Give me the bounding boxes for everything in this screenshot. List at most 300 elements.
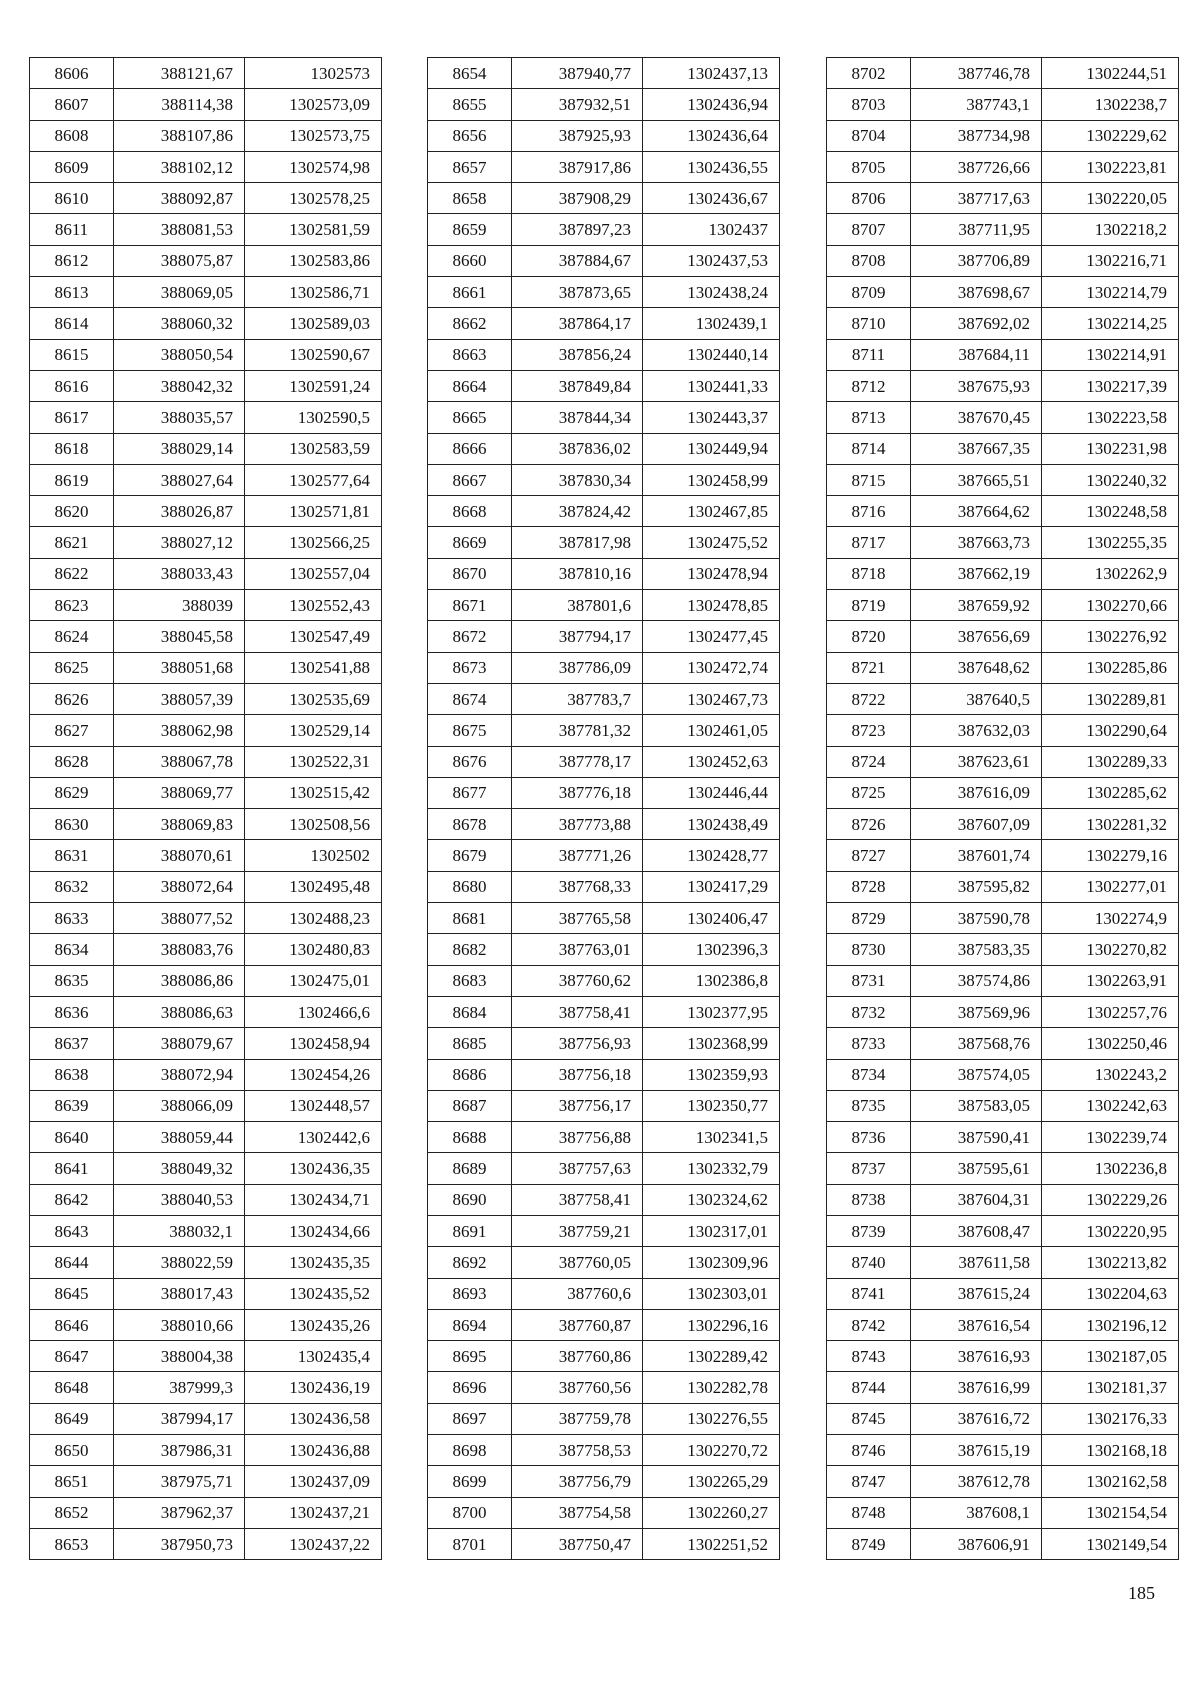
table-row (30, 1247, 382, 1278)
x-coordinate-cell: 387873,65 (512, 277, 643, 308)
table-row (827, 1528, 1179, 1559)
point-number-cell: 8706 (827, 183, 911, 214)
y-coordinate-cell: 1302290,64 (1042, 715, 1179, 746)
point-number-cell: 8618 (30, 433, 114, 464)
y-coordinate-cell: 1302552,43 (245, 590, 382, 621)
point-number-cell: 8607 (30, 89, 114, 120)
y-coordinate-cell: 1302231,98 (1042, 433, 1179, 464)
table-row (827, 1497, 1179, 1528)
x-coordinate-cell: 387590,78 (911, 903, 1042, 934)
y-coordinate-cell: 1302251,52 (643, 1528, 780, 1559)
y-coordinate-cell: 1302541,88 (245, 652, 382, 683)
y-coordinate-cell: 1302263,91 (1042, 965, 1179, 996)
point-number-cell: 8647 (30, 1341, 114, 1372)
y-coordinate-cell: 1302461,05 (643, 715, 780, 746)
y-coordinate-cell: 1302229,62 (1042, 120, 1179, 151)
table-row (827, 965, 1179, 996)
table-row (30, 370, 382, 401)
y-coordinate-cell: 1302270,72 (643, 1435, 780, 1466)
x-coordinate-cell: 387595,82 (911, 871, 1042, 902)
y-coordinate-cell: 1302236,8 (1042, 1153, 1179, 1184)
point-number-cell: 8729 (827, 903, 911, 934)
y-coordinate-cell: 1302289,81 (1042, 683, 1179, 714)
table-row (827, 527, 1179, 558)
table-row (428, 151, 780, 182)
table-body (30, 58, 382, 1560)
x-coordinate-cell: 387615,19 (911, 1435, 1042, 1466)
x-coordinate-cell: 387830,34 (512, 464, 643, 495)
point-number-cell: 8670 (428, 558, 512, 589)
x-coordinate-cell: 388042,32 (114, 370, 245, 401)
table-row (428, 590, 780, 621)
point-number-cell: 8719 (827, 590, 911, 621)
point-number-cell: 8653 (30, 1528, 114, 1559)
x-coordinate-cell: 387760,6 (512, 1278, 643, 1309)
x-coordinate-cell: 387756,79 (512, 1466, 643, 1497)
x-coordinate-cell: 387662,19 (911, 558, 1042, 589)
point-number-cell: 8633 (30, 903, 114, 934)
table-row (428, 89, 780, 120)
y-coordinate-cell: 1302443,37 (643, 402, 780, 433)
y-coordinate-cell: 1302309,96 (643, 1247, 780, 1278)
x-coordinate-cell: 388035,57 (114, 402, 245, 433)
x-coordinate-cell: 387616,93 (911, 1341, 1042, 1372)
y-coordinate-cell: 1302472,74 (643, 652, 780, 683)
x-coordinate-cell: 387659,92 (911, 590, 1042, 621)
table-row (428, 652, 780, 683)
x-coordinate-cell: 387760,05 (512, 1247, 643, 1278)
x-coordinate-cell: 387760,62 (512, 965, 643, 996)
x-coordinate-cell: 387583,05 (911, 1090, 1042, 1121)
point-number-cell: 8681 (428, 903, 512, 934)
table-row (30, 621, 382, 652)
x-coordinate-cell: 388107,86 (114, 120, 245, 151)
y-coordinate-cell: 1302238,7 (1042, 89, 1179, 120)
table-row (827, 1059, 1179, 1090)
point-number-cell: 8629 (30, 777, 114, 808)
table-row (428, 339, 780, 370)
point-number-cell: 8739 (827, 1215, 911, 1246)
y-coordinate-cell: 1302257,76 (1042, 996, 1179, 1027)
x-coordinate-cell: 388059,44 (114, 1122, 245, 1153)
point-number-cell: 8665 (428, 402, 512, 433)
x-coordinate-cell: 387844,34 (512, 402, 643, 433)
x-coordinate-cell: 387569,96 (911, 996, 1042, 1027)
x-coordinate-cell: 387763,01 (512, 934, 643, 965)
y-coordinate-cell: 1302502 (245, 840, 382, 871)
point-number-cell: 8741 (827, 1278, 911, 1309)
y-coordinate-cell: 1302578,25 (245, 183, 382, 214)
y-coordinate-cell: 1302324,62 (643, 1184, 780, 1215)
y-coordinate-cell: 1302437,09 (245, 1466, 382, 1497)
x-coordinate-cell: 388070,61 (114, 840, 245, 871)
x-coordinate-cell: 387583,35 (911, 934, 1042, 965)
y-coordinate-cell: 1302577,64 (245, 464, 382, 495)
y-coordinate-cell: 1302437 (643, 214, 780, 245)
x-coordinate-cell: 387601,74 (911, 840, 1042, 871)
y-coordinate-cell: 1302250,46 (1042, 1028, 1179, 1059)
x-coordinate-cell: 388062,98 (114, 715, 245, 746)
y-coordinate-cell: 1302168,18 (1042, 1435, 1179, 1466)
x-coordinate-cell: 387667,35 (911, 433, 1042, 464)
table-row (827, 1184, 1179, 1215)
y-coordinate-cell: 1302467,73 (643, 683, 780, 714)
point-number-cell: 8725 (827, 777, 911, 808)
table-row (30, 1403, 382, 1434)
table-row (30, 1372, 382, 1403)
table-row (428, 1372, 780, 1403)
y-coordinate-cell: 1302274,9 (1042, 903, 1179, 934)
y-coordinate-cell: 1302475,01 (245, 965, 382, 996)
point-number-cell: 8637 (30, 1028, 114, 1059)
y-coordinate-cell: 1302277,01 (1042, 871, 1179, 902)
y-coordinate-cell: 1302296,16 (643, 1309, 780, 1340)
x-coordinate-cell: 387783,7 (512, 683, 643, 714)
point-number-cell: 8651 (30, 1466, 114, 1497)
y-coordinate-cell: 1302303,01 (643, 1278, 780, 1309)
point-number-cell: 8656 (428, 120, 512, 151)
point-number-cell: 8667 (428, 464, 512, 495)
table-row (827, 1403, 1179, 1434)
table-row (428, 1341, 780, 1372)
table-row (827, 308, 1179, 339)
table-row (30, 1309, 382, 1340)
point-number-cell: 8689 (428, 1153, 512, 1184)
y-coordinate-cell: 1302436,19 (245, 1372, 382, 1403)
y-coordinate-cell: 1302436,58 (245, 1403, 382, 1434)
table-row (428, 715, 780, 746)
x-coordinate-cell: 388092,87 (114, 183, 245, 214)
x-coordinate-cell: 387786,09 (512, 652, 643, 683)
x-coordinate-cell: 387611,58 (911, 1247, 1042, 1278)
y-coordinate-cell: 1302279,16 (1042, 840, 1179, 871)
table-row (827, 715, 1179, 746)
table-row (30, 683, 382, 714)
x-coordinate-cell: 387756,93 (512, 1028, 643, 1059)
table-row (30, 339, 382, 370)
table-row (30, 996, 382, 1027)
y-coordinate-cell: 1302573,75 (245, 120, 382, 151)
table-row (827, 1372, 1179, 1403)
y-coordinate-cell: 1302437,53 (643, 245, 780, 276)
x-coordinate-cell: 387656,69 (911, 621, 1042, 652)
point-number-cell: 8747 (827, 1466, 911, 1497)
table-row (827, 1466, 1179, 1497)
point-number-cell: 8700 (428, 1497, 512, 1528)
table-row (30, 715, 382, 746)
table-row (428, 809, 780, 840)
x-coordinate-cell: 387932,51 (512, 89, 643, 120)
point-number-cell: 8743 (827, 1341, 911, 1372)
table-row (428, 1466, 780, 1497)
y-coordinate-cell: 1302495,48 (245, 871, 382, 902)
x-coordinate-cell: 387754,58 (512, 1497, 643, 1528)
x-coordinate-cell: 388072,64 (114, 871, 245, 902)
y-coordinate-cell: 1302436,88 (245, 1435, 382, 1466)
x-coordinate-cell: 387757,63 (512, 1153, 643, 1184)
point-number-cell: 8679 (428, 840, 512, 871)
point-number-cell: 8738 (827, 1184, 911, 1215)
x-coordinate-cell: 387975,71 (114, 1466, 245, 1497)
y-coordinate-cell: 1302282,78 (643, 1372, 780, 1403)
point-number-cell: 8722 (827, 683, 911, 714)
y-coordinate-cell: 1302214,91 (1042, 339, 1179, 370)
table-row (30, 777, 382, 808)
table-row (428, 464, 780, 495)
table-row (30, 527, 382, 558)
x-coordinate-cell: 387768,33 (512, 871, 643, 902)
table-row (428, 1309, 780, 1340)
x-coordinate-cell: 387607,09 (911, 809, 1042, 840)
x-coordinate-cell: 388086,86 (114, 965, 245, 996)
point-number-cell: 8622 (30, 558, 114, 589)
x-coordinate-cell: 388017,43 (114, 1278, 245, 1309)
coordinate-table-1 (29, 57, 382, 1560)
y-coordinate-cell: 1302216,71 (1042, 245, 1179, 276)
y-coordinate-cell: 1302446,44 (643, 777, 780, 808)
y-coordinate-cell: 1302220,05 (1042, 183, 1179, 214)
y-coordinate-cell: 1302341,5 (643, 1122, 780, 1153)
x-coordinate-cell: 387836,02 (512, 433, 643, 464)
table-row (827, 277, 1179, 308)
table-row (827, 652, 1179, 683)
x-coordinate-cell: 387604,31 (911, 1184, 1042, 1215)
y-coordinate-cell: 1302566,25 (245, 527, 382, 558)
x-coordinate-cell: 387726,66 (911, 151, 1042, 182)
y-coordinate-cell: 1302239,74 (1042, 1122, 1179, 1153)
x-coordinate-cell: 387632,03 (911, 715, 1042, 746)
x-coordinate-cell: 388010,66 (114, 1309, 245, 1340)
point-number-cell: 8740 (827, 1247, 911, 1278)
table-row (827, 1341, 1179, 1372)
x-coordinate-cell: 388004,38 (114, 1341, 245, 1372)
y-coordinate-cell: 1302466,6 (245, 996, 382, 1027)
y-coordinate-cell: 1302417,29 (643, 871, 780, 902)
y-coordinate-cell: 1302583,86 (245, 245, 382, 276)
point-number-cell: 8749 (827, 1528, 911, 1559)
table-row (428, 1247, 780, 1278)
x-coordinate-cell: 387897,23 (512, 214, 643, 245)
table-row (428, 245, 780, 276)
table-row (428, 1278, 780, 1309)
table-row (30, 840, 382, 871)
point-number-cell: 8632 (30, 871, 114, 902)
x-coordinate-cell: 388069,05 (114, 277, 245, 308)
x-coordinate-cell: 387756,17 (512, 1090, 643, 1121)
y-coordinate-cell: 1302535,69 (245, 683, 382, 714)
table-row (30, 464, 382, 495)
point-number-cell: 8663 (428, 339, 512, 370)
table-row (30, 402, 382, 433)
y-coordinate-cell: 1302573,09 (245, 89, 382, 120)
point-number-cell: 8716 (827, 496, 911, 527)
y-coordinate-cell: 1302590,5 (245, 402, 382, 433)
point-number-cell: 8657 (428, 151, 512, 182)
x-coordinate-cell: 387684,11 (911, 339, 1042, 370)
point-number-cell: 8658 (428, 183, 512, 214)
table-row (30, 214, 382, 245)
x-coordinate-cell: 388022,59 (114, 1247, 245, 1278)
table-row (827, 1435, 1179, 1466)
point-number-cell: 8640 (30, 1122, 114, 1153)
y-coordinate-cell: 1302435,4 (245, 1341, 382, 1372)
y-coordinate-cell: 1302218,2 (1042, 214, 1179, 245)
x-coordinate-cell: 387746,78 (911, 58, 1042, 89)
y-coordinate-cell: 1302262,9 (1042, 558, 1179, 589)
table-row (30, 1090, 382, 1121)
point-number-cell: 8705 (827, 151, 911, 182)
point-number-cell: 8730 (827, 934, 911, 965)
y-coordinate-cell: 1302289,33 (1042, 746, 1179, 777)
point-number-cell: 8721 (827, 652, 911, 683)
x-coordinate-cell: 387781,32 (512, 715, 643, 746)
point-number-cell: 8635 (30, 965, 114, 996)
y-coordinate-cell: 1302204,63 (1042, 1278, 1179, 1309)
x-coordinate-cell: 388026,87 (114, 496, 245, 527)
x-coordinate-cell: 387801,6 (512, 590, 643, 621)
table-row (428, 1528, 780, 1559)
point-number-cell: 8609 (30, 151, 114, 182)
point-number-cell: 8746 (827, 1435, 911, 1466)
x-coordinate-cell: 387698,67 (911, 277, 1042, 308)
x-coordinate-cell: 387590,41 (911, 1122, 1042, 1153)
table-row (428, 1184, 780, 1215)
table-row (428, 558, 780, 589)
x-coordinate-cell: 388102,12 (114, 151, 245, 182)
point-number-cell: 8697 (428, 1403, 512, 1434)
table-row (428, 1090, 780, 1121)
point-number-cell: 8612 (30, 245, 114, 276)
point-number-cell: 8682 (428, 934, 512, 965)
table-row (428, 433, 780, 464)
y-coordinate-cell: 1302214,25 (1042, 308, 1179, 339)
table-row (30, 1435, 382, 1466)
y-coordinate-cell: 1302475,52 (643, 527, 780, 558)
table-row (30, 558, 382, 589)
y-coordinate-cell: 1302270,82 (1042, 934, 1179, 965)
point-number-cell: 8710 (827, 308, 911, 339)
table-row (827, 1028, 1179, 1059)
y-coordinate-cell: 1302317,01 (643, 1215, 780, 1246)
point-number-cell: 8736 (827, 1122, 911, 1153)
point-number-cell: 8724 (827, 746, 911, 777)
point-number-cell: 8624 (30, 621, 114, 652)
x-coordinate-cell: 387616,72 (911, 1403, 1042, 1434)
y-coordinate-cell: 1302149,54 (1042, 1528, 1179, 1559)
point-number-cell: 8625 (30, 652, 114, 683)
y-coordinate-cell: 1302467,85 (643, 496, 780, 527)
table-row (827, 1153, 1179, 1184)
x-coordinate-cell: 387759,21 (512, 1215, 643, 1246)
y-coordinate-cell: 1302435,35 (245, 1247, 382, 1278)
x-coordinate-cell: 387612,78 (911, 1466, 1042, 1497)
page-number: 185 (1128, 1583, 1155, 1603)
x-coordinate-cell: 387734,98 (911, 120, 1042, 151)
table-row (428, 308, 780, 339)
table-row (428, 996, 780, 1027)
y-coordinate-cell: 1302522,31 (245, 746, 382, 777)
table-row (827, 683, 1179, 714)
x-coordinate-cell: 388045,58 (114, 621, 245, 652)
point-number-cell: 8639 (30, 1090, 114, 1121)
table-row (30, 590, 382, 621)
table-row (827, 590, 1179, 621)
x-coordinate-cell: 387773,88 (512, 809, 643, 840)
table-row (827, 245, 1179, 276)
table-row (30, 1497, 382, 1528)
x-coordinate-cell: 387648,62 (911, 652, 1042, 683)
table-row (428, 214, 780, 245)
point-number-cell: 8616 (30, 370, 114, 401)
x-coordinate-cell: 387771,26 (512, 840, 643, 871)
table-row (30, 934, 382, 965)
y-coordinate-cell: 1302242,63 (1042, 1090, 1179, 1121)
point-number-cell: 8672 (428, 621, 512, 652)
y-coordinate-cell: 1302281,32 (1042, 809, 1179, 840)
point-number-cell: 8660 (428, 245, 512, 276)
point-number-cell: 8648 (30, 1372, 114, 1403)
table-row (428, 683, 780, 714)
point-number-cell: 8720 (827, 621, 911, 652)
table-row (827, 496, 1179, 527)
table-row (428, 496, 780, 527)
table-row (827, 996, 1179, 1027)
table-row (30, 1215, 382, 1246)
point-number-cell: 8677 (428, 777, 512, 808)
x-coordinate-cell: 388114,38 (114, 89, 245, 120)
table-row (30, 1278, 382, 1309)
table-row (827, 1247, 1179, 1278)
point-number-cell: 8608 (30, 120, 114, 151)
table-row (827, 120, 1179, 151)
y-coordinate-cell: 1302229,26 (1042, 1184, 1179, 1215)
point-number-cell: 8726 (827, 809, 911, 840)
y-coordinate-cell: 1302154,54 (1042, 1497, 1179, 1528)
point-number-cell: 8613 (30, 277, 114, 308)
table-row (428, 120, 780, 151)
x-coordinate-cell: 387670,45 (911, 402, 1042, 433)
y-coordinate-cell: 1302435,26 (245, 1309, 382, 1340)
table-row (30, 809, 382, 840)
point-number-cell: 8731 (827, 965, 911, 996)
table-row (827, 809, 1179, 840)
x-coordinate-cell: 387616,54 (911, 1309, 1042, 1340)
point-number-cell: 8617 (30, 402, 114, 433)
x-coordinate-cell: 387760,86 (512, 1341, 643, 1372)
x-coordinate-cell: 387758,41 (512, 996, 643, 1027)
x-coordinate-cell: 387640,5 (911, 683, 1042, 714)
table-row (30, 496, 382, 527)
table-row (827, 1309, 1179, 1340)
table-row (30, 746, 382, 777)
point-number-cell: 8684 (428, 996, 512, 1027)
point-number-cell: 8676 (428, 746, 512, 777)
table-row (827, 746, 1179, 777)
point-number-cell: 8709 (827, 277, 911, 308)
point-number-cell: 8744 (827, 1372, 911, 1403)
point-number-cell: 8702 (827, 58, 911, 89)
x-coordinate-cell: 387824,42 (512, 496, 643, 527)
y-coordinate-cell: 1302437,13 (643, 58, 780, 89)
table-row (30, 871, 382, 902)
table-row (428, 934, 780, 965)
y-coordinate-cell: 1302265,29 (643, 1466, 780, 1497)
point-number-cell: 8614 (30, 308, 114, 339)
y-coordinate-cell: 1302368,99 (643, 1028, 780, 1059)
point-number-cell: 8662 (428, 308, 512, 339)
table-row (428, 621, 780, 652)
y-coordinate-cell: 1302590,67 (245, 339, 382, 370)
